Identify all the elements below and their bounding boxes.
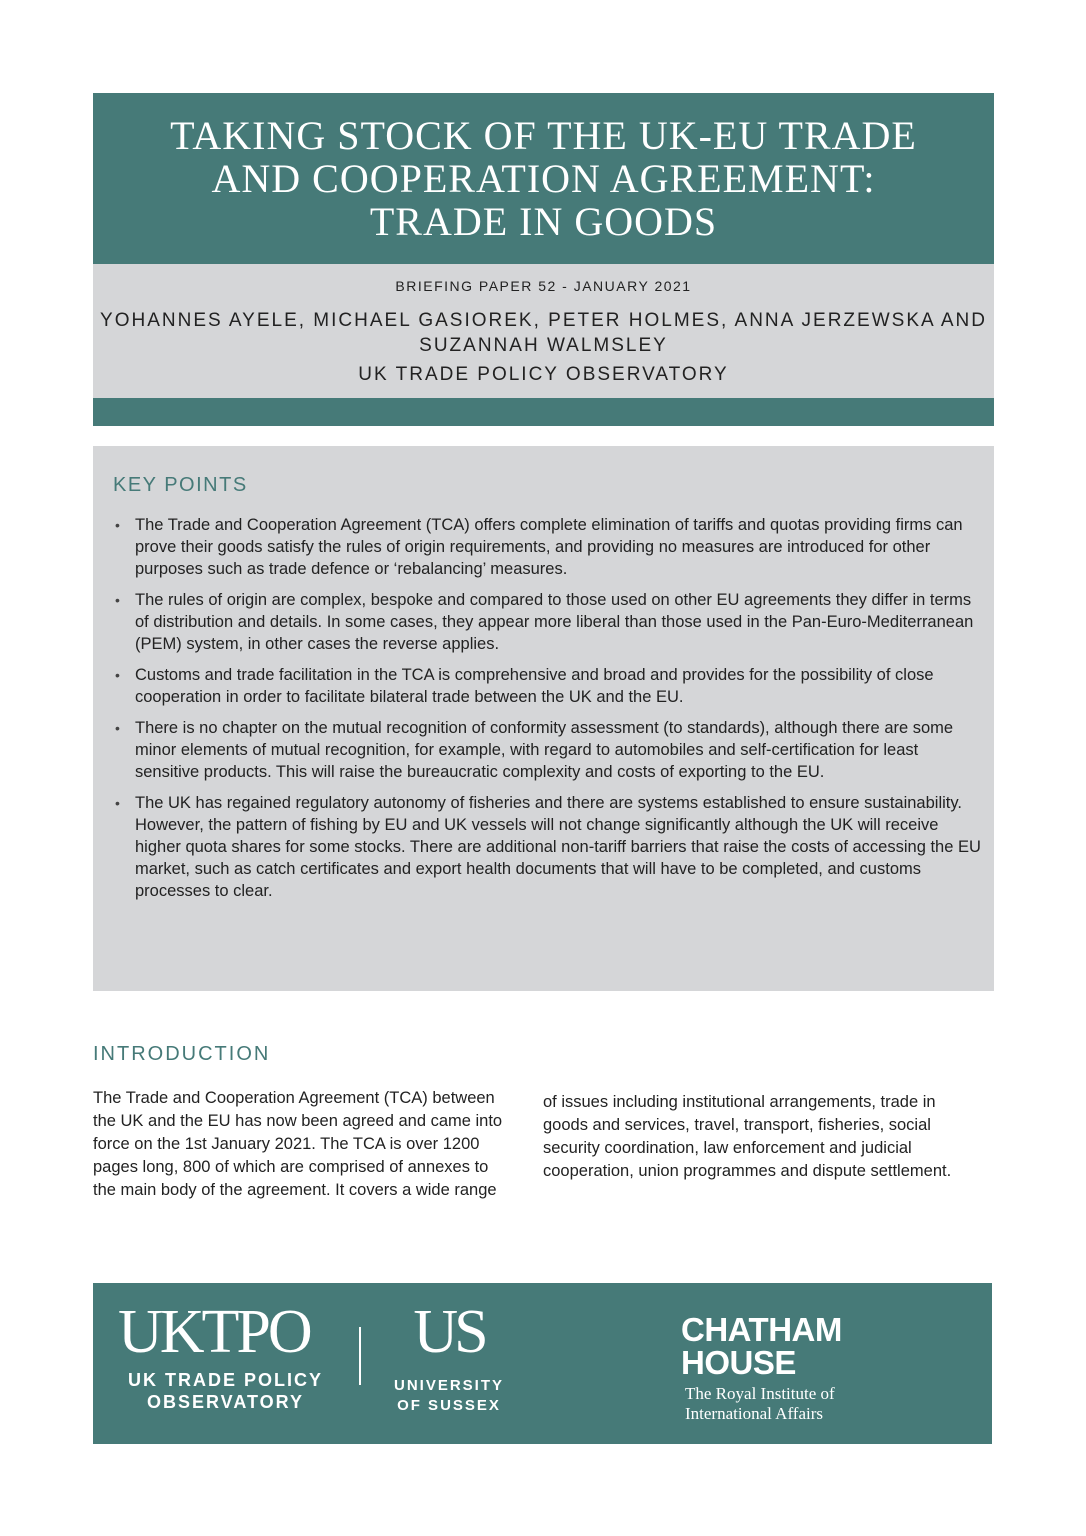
- university-of-sussex-caption: [383, 1376, 515, 1416]
- uktpo-caption-line-1: UK TRADE POLICY: [127, 1370, 323, 1390]
- bullet-icon: •: [115, 667, 120, 683]
- key-point-item: [115, 589, 985, 655]
- university-of-sussex-logo: US: [413, 1298, 485, 1366]
- us-caption-line-2: OF SUSSEX: [397, 1397, 501, 1414]
- uktpo-logo-caption: [118, 1369, 333, 1413]
- divider-band: [93, 398, 994, 426]
- briefing-info: BRIEFING PAPER 52 - JANUARY 2021: [395, 278, 692, 294]
- bullet-icon: •: [115, 592, 120, 608]
- key-point-text: Customs and trade facilitation in the TCA is comprehensive and broad and provides for the possibility of close cooperation in order to facilitate bilateral trade between the UK and the EU.: [135, 666, 934, 706]
- bullet-icon: •: [115, 795, 120, 811]
- uktpo-caption-line-2: OBSERVATORY: [146, 1392, 305, 1412]
- title-band: [93, 93, 994, 264]
- meta-band: [93, 264, 994, 398]
- bullet-icon: •: [115, 720, 120, 736]
- introduction-column-1: The Trade and Cooperation Agreement (TCA) between the UK and the EU has now been agreed and came into force on the 1st January 2021. The TCA is over 1200 pages long, 800 of which are comprised of annexes to the main body of the agreement. It covers a wide range: [93, 1089, 503, 1199]
- footer-logos: [93, 1283, 992, 1444]
- chatham-house-caption-line-1: The Royal Institute of: [685, 1384, 835, 1403]
- key-points-box: [93, 446, 994, 991]
- bullet-icon: •: [115, 517, 120, 533]
- key-point-item: [115, 664, 985, 708]
- author-list: YOHANNES AYELE, MICHAEL GASIOREK, PETER HOLMES, ANNA JERZEWSKA AND SUZANNAH WALMSLEY: [100, 310, 987, 356]
- chatham-house-caption: [685, 1384, 835, 1424]
- key-points-list: [115, 514, 985, 911]
- organization-name: UK TRADE POLICY OBSERVATORY: [358, 364, 729, 385]
- introduction-column-2: of issues including institutional arrangements, trade in goods and services, travel, transport, fisheries, social security coordination, law enforcement and judicial cooperation, union programmes and dispute settlement.: [543, 1093, 952, 1180]
- key-point-item: [115, 717, 985, 783]
- us-caption-line-1: UNIVERSITY: [393, 1377, 504, 1394]
- key-point-item: [115, 514, 985, 580]
- uktpo-logo: UKTPO: [118, 1298, 310, 1366]
- chatham-house-caption-line-2: International Affairs: [685, 1404, 824, 1423]
- key-point-text: The Trade and Cooperation Agreement (TCA) offers complete elimination of tariffs and quotas providing firms can prove their goods satisfy the rules of origin requirements, and providing no measures are introduced for other purposes such as trade defence or ‘rebalancing’ measures.: [135, 516, 963, 578]
- chatham-house-logo: [681, 1313, 842, 1379]
- chatham-house-line-2: HOUSE: [681, 1344, 796, 1381]
- logo-divider: [359, 1327, 361, 1385]
- key-point-text: The UK has regained regulatory autonomy of fisheries and there are systems established to ensure sustainability. However, the pattern of fishing by EU and UK vessels will not change significantly although the UK will receive higher quota shares for some stocks. There are additional non-tariff barriers that raise the costs of accessing the EU market, such as catch certificates and export health documents that will have to be completed, and customs processes to clear.: [135, 794, 981, 900]
- page-title: TAKING STOCK OF THE UK-EU TRADE AND COOPERATION AGREEMENT: TRADE IN GOODS: [170, 113, 917, 244]
- key-points-heading: KEY POINTS: [113, 474, 248, 496]
- introduction-heading: INTRODUCTION: [93, 1043, 271, 1065]
- key-point-item: [115, 792, 985, 902]
- key-point-text: The rules of origin are complex, bespoke and compared to those used on other EU agreements they differ in terms of distribution and details. In some cases, they appear more liberal than those used in the Pan-Euro-Mediterranean (PEM) system, in other cases the reverse applies.: [135, 591, 974, 653]
- key-point-text: There is no chapter on the mutual recognition of conformity assessment (to standards), although there are some minor elements of mutual recognition, for example, with regard to automobiles and self-certification for least sensitive products. This will raise the bureaucratic complexity and costs of exporting to the EU.: [135, 719, 954, 781]
- chatham-house-line-1: CHATHAM: [681, 1311, 842, 1348]
